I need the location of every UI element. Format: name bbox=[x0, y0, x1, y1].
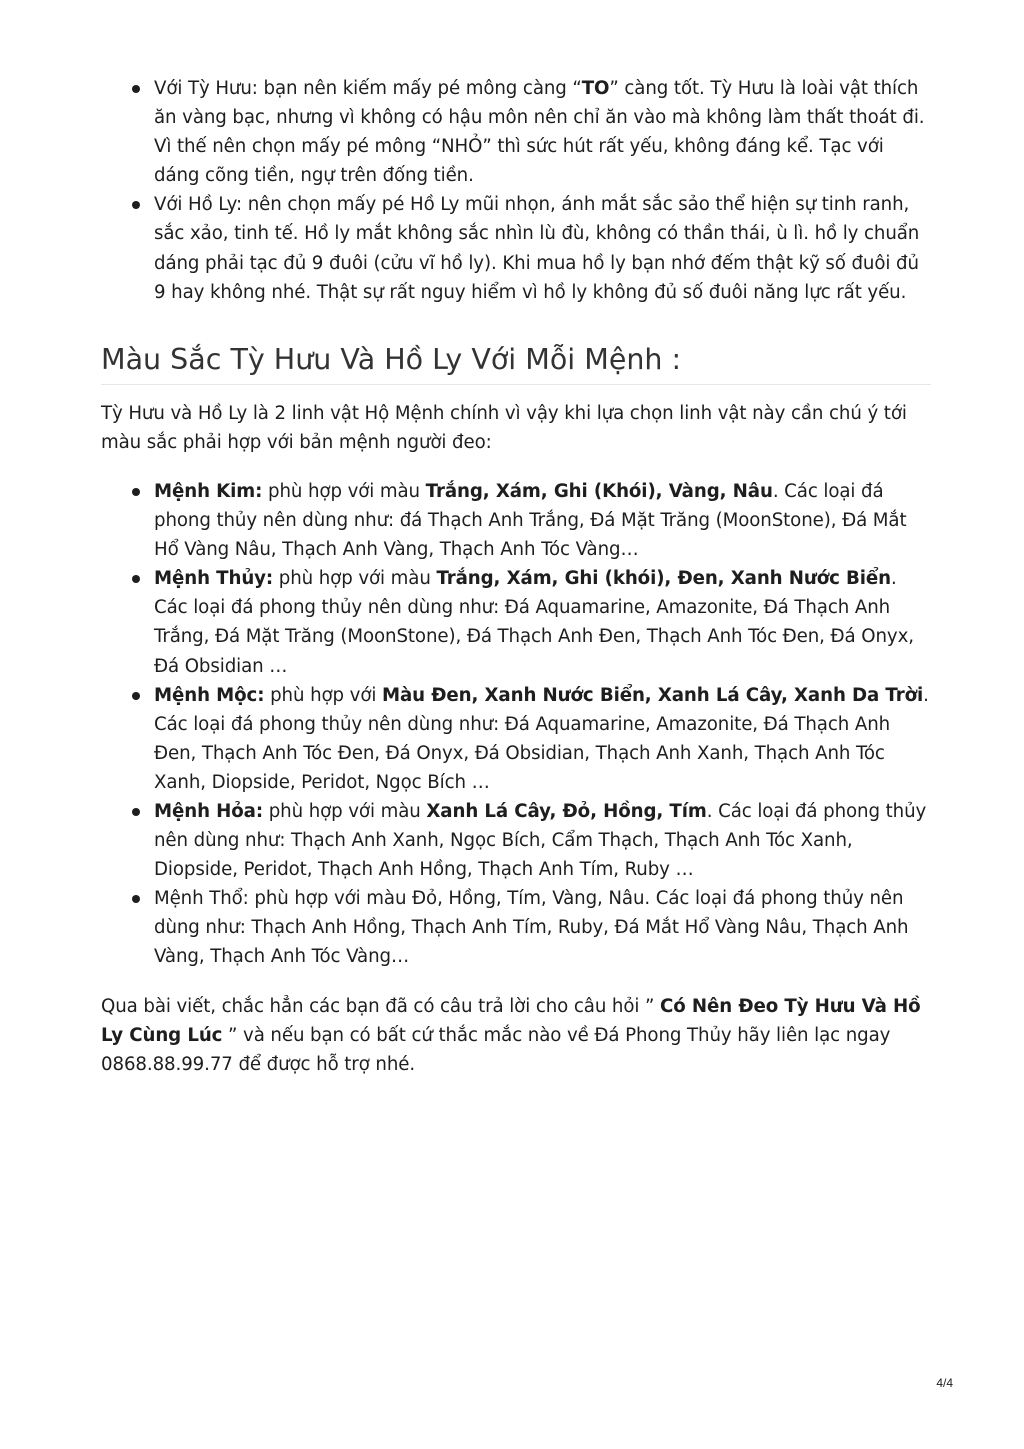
conclusion-paragraph bbox=[101, 992, 931, 1079]
list-item-menh-hoa bbox=[101, 797, 931, 884]
menh-colors: Trắng, Xám, Ghi (khói), Đen, Xanh Nước Biển bbox=[436, 568, 892, 590]
list-item-menh-kim bbox=[101, 477, 931, 564]
menh-text: . Các loại đá phong thủy nên dùng như: Đá Aquamarine, Amazonite, Đá Thạch Anh Trắng, Đá Mặt Trăng (MoonStone), Đá Thạch Anh Đen, Thạch Anh Tóc Đen, Đá Onyx, Đá Obsidian … bbox=[154, 568, 914, 677]
page-number: 4/4 bbox=[936, 1376, 953, 1390]
menh-text: . Các loại đá phong thủy nên dùng như: Đá Aquamarine, Amazonite, Đá Thạch Anh Đen, Thạch Anh Tóc Đen, Đá Onyx, Đá Obsidian, Thạch Anh Xanh, Thạch Anh Tóc Xanh, Diopside, Peridot, Ngọc Bích … bbox=[154, 684, 929, 793]
section-intro: Tỳ Hưu và Hồ Ly là 2 linh vật Hộ Mệnh chính vì vậy khi lựa chọn linh vật này cần chú ý tới màu sắc phải hợp với bản mệnh người đeo: bbox=[101, 402, 907, 453]
tips-list bbox=[101, 74, 931, 307]
menh-label: Mệnh Mộc: bbox=[154, 684, 265, 706]
bullet-icon bbox=[132, 575, 140, 583]
menh-text: phù hợp với màu bbox=[263, 800, 427, 822]
list-item-menh-tho bbox=[101, 884, 931, 971]
list-item-ty-huu bbox=[101, 74, 931, 190]
menh-text: . Các loại đá phong thủy nên dùng như: đá Thạch Anh Trắng, Đá Mặt Trăng (MoonStone), Đá Mắt Hổ Vàng Nâu, Thạch Anh Vàng, Thạch Anh Tóc Vàng… bbox=[154, 480, 907, 561]
menh-text: phù hợp với bbox=[264, 684, 382, 706]
conclusion-question: Có Nên Đeo Tỳ Hưu Và Hồ Ly Cùng Lúc bbox=[101, 995, 921, 1046]
menh-label: Mệnh Kim: bbox=[154, 480, 263, 502]
bullet-icon bbox=[132, 895, 140, 903]
bullet-icon bbox=[132, 808, 140, 816]
bullet-icon bbox=[132, 85, 140, 93]
item-text: Với Tỳ Hưu: bạn nên kiếm mấy pé mông càng “ bbox=[154, 78, 582, 99]
menh-colors: Màu Đen, Xanh Nước Biển, Xanh Lá Cây, Xanh Da Trời bbox=[382, 684, 924, 706]
list-item-menh-thuy bbox=[101, 564, 931, 680]
menh-colors: Trắng, Xám, Ghi (Khói), Vàng, Nâu bbox=[425, 480, 773, 502]
conclusion-text: Qua bài viết, chắc hẳn các bạn đã có câu trả lời cho câu hỏi ” bbox=[101, 995, 661, 1017]
bullet-icon bbox=[132, 488, 140, 496]
menh-text: phù hợp với màu bbox=[273, 568, 437, 590]
list-item-ho-ly bbox=[101, 190, 931, 306]
menh-list bbox=[101, 477, 931, 972]
menh-text: . Các loại đá phong thủy nên dùng như: Thạch Anh Xanh, Ngọc Bích, Cẩm Thạch, Thạch Anh Tóc Xanh, Diopside, Peridot, Thạch Anh Hồng, Thạch Anh Tím, Ruby … bbox=[154, 800, 927, 881]
item-text: ” càng tốt. Tỳ Hưu là loài vật thích ăn vàng bạc, nhưng vì không có hậu môn nên chỉ ăn vào mà không làm thất thoát đi. Vì thế nên chọn mấy pé mông “NHỎ” thì sức hút rất yếu, không đáng kể. Tạc với dáng cõng tiền, ngự trên đống tiền. bbox=[154, 78, 925, 187]
item-text: Với Hồ Ly: nên chọn mấy pé Hồ Ly mũi nhọn, ánh mắt sắc sảo thể hiện sự tinh ranh, sắc xảo, tinh tế. Hồ ly mắt không sắc nhìn lù đù, không có thần thái, ù lì. hồ ly chuẩn dáng phải tạc đủ 9 đuôi (cửu vĩ hồ ly). Khi mua hồ ly bạn nhớ đếm thật kỹ số đuôi đủ 9 hay không nhé. Thật sự rất nguy hiểm vì hồ ly không đủ số đuôi năng lực rất yếu. bbox=[154, 194, 920, 303]
menh-text: Mệnh Thổ: phù hợp với màu Đỏ, Hồng, Tím, Vàng, Nâu. Các loại đá phong thủy nên dùng như: Thạch Anh Hồng, Thạch Anh Tím, Ruby, Đá Mắt Hổ Vàng Nâu, Thạch Anh Vàng, Thạch Anh Tóc Vàng… bbox=[154, 888, 909, 968]
section-heading: Màu Sắc Tỳ Hưu Và Hồ Ly Với Mỗi Mệnh : bbox=[101, 342, 931, 385]
menh-label: Mệnh Thủy: bbox=[154, 568, 274, 590]
list-item-menh-moc bbox=[101, 681, 931, 797]
document-page bbox=[101, 74, 931, 1079]
menh-colors: Xanh Lá Cây, Đỏ, Hồng, Tím bbox=[426, 800, 707, 822]
bullet-icon bbox=[132, 692, 140, 700]
menh-label: Mệnh Hỏa: bbox=[154, 800, 264, 822]
bullet-icon bbox=[132, 201, 140, 209]
conclusion-text: ” và nếu bạn có bất cứ thắc mắc nào về Đá Phong Thủy hãy liên lạc ngay 0868.88.99.77 để được hỗ trợ nhé. bbox=[101, 1024, 891, 1075]
menh-text: phù hợp với màu bbox=[262, 480, 426, 502]
item-bold: TO bbox=[581, 78, 610, 99]
